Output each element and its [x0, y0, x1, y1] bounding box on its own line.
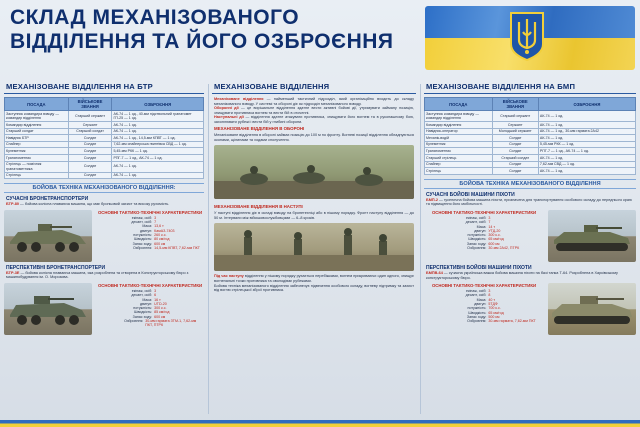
table-row: Гранатометник Солдат РПГ-7 — 1 од., АК-74 — 1 од.	[425, 148, 636, 155]
vehicle-heading: СУЧАСНІ БРОНЕТРАНСПОРТЕРИ	[6, 196, 89, 203]
soldiers-icon	[214, 145, 414, 199]
spec-row: потужність: 700 к.с.	[467, 306, 501, 311]
vehicle-heading: ПЕРСПЕКТИВНІ БОЙОВІ МАШИНИ ПІХОТИ	[426, 264, 532, 271]
spec-row: Швидкість: 65 км/год	[468, 237, 504, 242]
bmpv64-specs: ОСНОВНІ ТАКТИКО-ТЕХНІЧНІ ХАРАКТЕРИСТИКИ екіпаж, осіб: 3 десант, осіб: 8 Маса: 40 т двигун: 5ТДФ потужність: 700 к.с. Швидкість: 65 км/год Запас ходу: 500 км Озброєння: 30-мм гармата, 7,62-мм ПКТ	[424, 283, 548, 335]
table-row: Заступник командира взводу — командир відділення Старший сержант АК-74 — 1 од., 40-мм підствольний гранатомет ГП-25 — 1 од.	[5, 111, 204, 122]
middle-column	[212, 82, 416, 420]
table-row: Навідник БТР Солдат АК-74 — 1 од., 14,5-мм КПВТ — 1 од.	[5, 135, 204, 142]
paragraph: Наступальні дії — відділення здатне атакувати противника, знищувати його вогнем та в рукопашному бою, захоплювати рубежі і вести бій у глибині оборони.	[214, 115, 414, 124]
btr3e-specs: ОСНОВНІ ТАКТИКО-ТЕХНІЧНІ ХАРАКТЕРИСТИКИ екіпаж, осіб: 3 десант, осіб: 6 Маса: 16 т двигун: UTD-20 потужність: 300 к.с. Швидкість: 85 км/год Запас ходу: 600 км Озброєння: 30-мм гармата ЗТМ-1, 7,62-мм ПКТ, ПТРК	[97, 282, 203, 328]
spec-row: Маса: 16 т	[142, 297, 161, 302]
page-title	[10, 6, 420, 54]
spec-row: Запас ходу: 600 км	[466, 241, 500, 246]
spec-row: екіпаж, осіб: 3	[466, 289, 491, 294]
equipment-caption: БОЙОВА ТЕХНІКА МЕХАНІЗОВАНОГО ВІДДІЛЕННЯ:	[4, 183, 204, 193]
table-row: Снайпер Солдат 7,62-мм СВД — 1 од.	[425, 161, 636, 168]
table-row: Стрілець Солдат АК-74 — 1 од.	[5, 172, 204, 179]
btr-staff-table	[4, 97, 204, 179]
spec-row: екіпаж, осіб: 3	[131, 215, 157, 220]
table-row: Механік-водій Солдат АК-74 — 1 од.	[425, 135, 636, 142]
vehicle-card	[424, 283, 636, 335]
title-line-1: СКЛАД МЕХАНІЗОВАНОГО	[10, 6, 300, 29]
btr-column	[4, 82, 204, 420]
table-row: Стрілець Солдат АК-74 — 1 од.	[425, 168, 636, 175]
vehicle-description: БМП-2 — гусенична бойова машина піхоти, призначена для транспортування особового складу до переднього краю та підвищення його мобільності.	[426, 197, 632, 207]
section-heading: МЕХАНІЗОВАНЕ ВІДДІЛЕННЯ В ОБОРОНІ	[214, 126, 305, 132]
table-row: Навідник-оператор Молодший сержант АК-74 — 1 од., 30-мм гармата 2А42	[425, 128, 636, 135]
infantry-photo	[214, 223, 414, 271]
bmp-staff-table	[424, 97, 636, 175]
soldiers-icon	[214, 223, 414, 271]
table-row: Командир відділення Сержант АК-74 — 1 од.	[425, 122, 636, 129]
apc-icon	[4, 283, 92, 335]
paragraph: Бойова техніка механізованого відділення забезпечує підвезення особового складу, вогневу підтримку та захист від вогню стрілецької зброї противника.	[214, 283, 414, 293]
vehicle-heading: ПЕРСПЕКТИВНІ БРОНЕТРАНСПОРТЕРИ	[6, 264, 106, 271]
ifv-icon	[548, 210, 636, 262]
spec-row: Маса: 14 т	[476, 224, 496, 229]
middle-column-title: МЕХАНІЗОВАНЕ ВІДДІЛЕННЯ	[212, 82, 416, 94]
table-header: ОЗБРОЄННЯ	[538, 98, 635, 111]
spec-row: Швидкість: 80 км/год	[134, 237, 170, 242]
paragraph: Механізоване відділення в обороні займає позицію до 100 м по фронту. Вогневі позиції відділення обладнуються окопами, щілинами та ходами сполучення.	[214, 133, 414, 142]
paragraph: У наступі відділення діє в складі взводу на бронетехніці або в пішому порядку. Фронт наступу відділення — до 50 м. Інтервали між військовослужбовцями — 6–8 кроків.	[214, 211, 414, 220]
ifv-icon	[548, 283, 636, 335]
btr-column-title: МЕХАНІЗОВАНЕ ВІДДІЛЕННЯ НА БТР	[4, 82, 204, 94]
spec-row: двигун: UTD-20	[140, 301, 167, 306]
table-row: Старший стрілець Старший солдат АК-74 — 1 од.	[425, 154, 636, 161]
vehicle-card	[4, 283, 204, 335]
spec-row: Запас ходу: 600 км	[132, 241, 166, 246]
btr-photo	[4, 210, 92, 262]
spec-row: двигун: УТД-20	[474, 228, 501, 233]
spec-row: Озброєння: 30-мм гармата ЗТМ-1, 7,62-мм ПКТ, ПТРК	[124, 319, 197, 328]
spec-row: екіпаж, осіб: 3	[466, 215, 491, 220]
flag-stripe	[0, 420, 640, 427]
bmp2-specs: ОСНОВНІ ТАКТИКО-ТЕХНІЧНІ ХАРАКТЕРИСТИКИ екіпаж, осіб: 3 десант, осіб: 7 Маса: 14 т двигун: УТД-20 потужність: 300 к.с. Швидкість: 65 км/год Запас ходу: 600 км Озброєння: 30-мм 2А42, ПТРК	[424, 210, 548, 262]
soldiers-photo	[214, 145, 414, 199]
spec-row: Маса: 40 т	[476, 297, 496, 302]
spec-row: потужність: 300 к.с.	[133, 306, 167, 311]
spec-row: потужність: 260 к.с.	[133, 232, 167, 237]
bmpv64-photo	[548, 283, 636, 335]
table-row: Заступник командира взводу — командир відділення Старший сержант АК-74 — 1 од.	[425, 111, 636, 122]
spec-row: двигун: 5ТДФ	[474, 302, 498, 307]
bmp2-photo	[548, 210, 636, 262]
vehicle-description: БМПВ-64 — сучасна українська важка бойова машина піхоти на базі танка Т-64. Розроблена в Харківському конструкторському бюро.	[426, 270, 618, 280]
bmp-column	[424, 82, 636, 420]
spec-row: десант, осіб: 7	[465, 220, 491, 225]
table-row: Старший солдат Старший солдат АК-74 — 1 од.	[5, 128, 204, 135]
vehicle-card	[424, 210, 636, 262]
ukraine-flag	[425, 6, 635, 70]
table-row: Кулеметник Солдат 5,45-мм РКК — 1 од.	[5, 148, 204, 155]
vehicle-description: БТР-3Е — бойова колісна плаваюча машина, яка розроблена та створена в Конструкторському бюро з машинобудування ім. О. Морозова.	[6, 270, 189, 280]
trident-emblem-icon	[508, 10, 546, 62]
btr3e-photo	[4, 283, 92, 335]
spec-row: екіпаж, осіб: 3	[131, 288, 157, 293]
table-header: ВІЙСЬКОВЕ ЗВАННЯ	[68, 98, 112, 111]
section-heading: МЕХАНІЗОВАНЕ ВІДДІЛЕННЯ В НАСТУПІ	[214, 204, 303, 210]
table-row: Кулеметник Солдат 5,45-мм РКК — 1 од.	[425, 141, 636, 148]
table-header: ВІЙСЬКОВЕ ЗВАННЯ	[492, 98, 538, 111]
spec-row: Запас ходу: 600 км	[132, 314, 166, 319]
table-row: Гранатометник Солдат РПГ-7 — 1 од., АК-74 — 1 од.	[5, 154, 204, 161]
column-divider	[420, 84, 421, 414]
table-header: ПОСАДА	[425, 98, 493, 111]
spec-row: Маса: 13,6 т	[142, 224, 164, 229]
spec-row: десант, осіб: 7	[131, 220, 157, 225]
vehicle-card	[4, 210, 204, 262]
table-row: Стрілець — помічник гранатометника Солдат АК-74 — 1 од.	[5, 161, 204, 172]
table-row: Командир відділення Сержант АК-74 — 1 од.	[5, 122, 204, 129]
vehicle-heading: СУЧАСНІ БОЙОВІ МАШИНИ ПІХОТИ	[426, 191, 515, 198]
table-row: Снайпер Солдат 7,62-мм снайперська гвинтівка СВД — 1 од.	[5, 141, 204, 148]
spec-row: Озброєння: 30-мм гармата, 7,62-мм ПКТ	[467, 319, 536, 324]
spec-row: Швидкість: 85 км/год	[134, 310, 170, 315]
column-divider	[208, 84, 209, 414]
bmp-column-title: МЕХАНІЗОВАНЕ ВІДДІЛЕННЯ НА БМП	[424, 82, 636, 94]
paragraph: Механізоване відділення — найменший тактичний підрозділ, який організаційно входить до складу механізованого взводу. У системі та обороні діє як підрозділ механізованого взводу.	[214, 97, 414, 106]
equipment-caption: БОЙОВА ТЕХНІКА МЕХАНІЗОВАНОГО ВІДДІЛЕННЯ	[424, 179, 636, 189]
spec-row: десант, осіб: 8	[465, 293, 491, 298]
spec-row: десант, осіб: 6	[131, 293, 157, 298]
table-header: ПОСАДА	[5, 98, 69, 111]
apc-icon	[4, 210, 92, 262]
paragraph: Під час наступу відділення у пішому порядку рухається перебіжками, вогнем прикриваючи один одного, знищує вогнепальні точки противника та оволодіває рубежами.	[214, 274, 414, 284]
table-header: ОЗБРОЄННЯ	[112, 98, 204, 111]
title-line-2: ВІДДІЛЕННЯ ТА ЙОГО ОЗБРОЄННЯ	[10, 30, 394, 53]
spec-row: Швидкість: 65 км/год	[468, 310, 504, 315]
paragraph: Оборонні дії — це вирішальне відділення здатне вести активні бойові дії, утримувати займану позицію, знищувати противника вогнем та вести бій в оточенні.	[214, 106, 414, 115]
header	[0, 0, 640, 78]
spec-row: потужність: 300 к.с.	[467, 233, 501, 238]
spec-row: двигун: КамАЗ-7403	[140, 228, 175, 233]
spec-row: Озброєння: 30-мм 2А42, ПТРК	[467, 246, 520, 251]
vehicle-description: БТР-80 — бойова колісна плаваюча машина, що має броньовий захист та високу рухомість.	[6, 202, 170, 207]
spec-row: Озброєння: 14,5-мм КПВТ, 7,62-мм ПКТ	[132, 245, 200, 250]
spec-row: Запас ходу: 500 км	[466, 314, 500, 319]
btr80-specs: ОСНОВНІ ТАКТИКО-ТЕХНІЧНІ ХАРАКТЕРИСТИКИ екіпаж, осіб: 3 десант, осіб: 7 Маса: 13,6 т двигун: КамАЗ-7403 потужність: 260 к.с. Швидкість: 80 км/год Запас ходу: 600 км Озброєння: 14,5-мм КПВТ, 7,62-мм ПКТ	[97, 209, 203, 250]
